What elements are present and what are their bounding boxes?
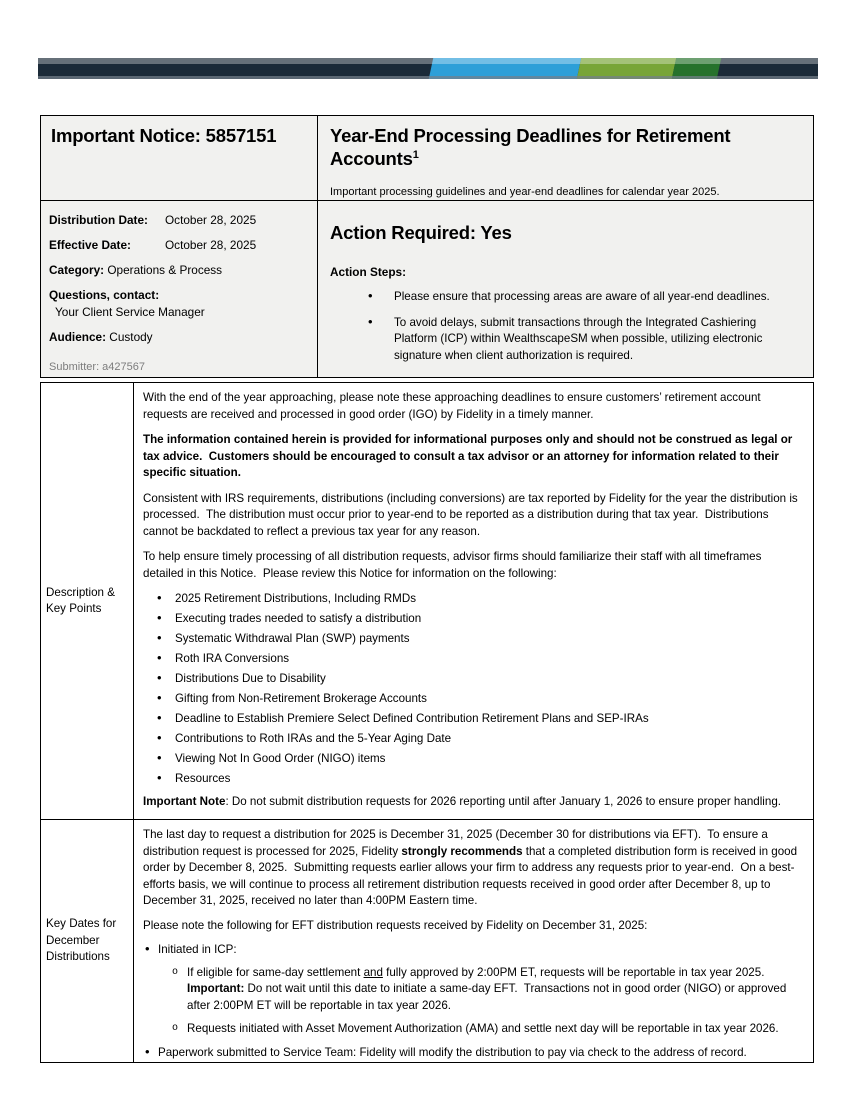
action-required-cell — [318, 201, 813, 377]
key-dates-paragraph: The last day to request a distribution for 2025 is December 31, 2025 (December 30 for distributions via EFT). To ensure a distribution request is processed for 2025, Fidelity strongly recommends that a completed distribution form is received in good order by December 8, 2025. Submitting requests earlier allows your firm to address any requests prior to year-end. On a best-efforts basis, we will continue to process all retirement distribution requests received in good order after December 8, up to December 31, 2025, received no later than 4:00PM Eastern time. — [143, 828, 801, 907]
description-paragraph: To help ensure timely processing of all distribution requests, advisor firms should familiarize their staff with all timeframes detailed in this Notice. Please review this Notice for information on the following: — [143, 550, 765, 580]
footnote-marker: 1 — [412, 149, 419, 162]
notice-id-cell — [41, 116, 318, 201]
meta-distribution-date: Distribution Date: October 28, 2025 — [49, 213, 257, 227]
brand-color-bar — [38, 58, 818, 79]
description-topics-list — [143, 591, 803, 788]
key-dates-paragraph: Please note the following for EFT distribution requests received by Fidelity on December 31, 2025: — [143, 918, 648, 932]
notice-subtitle: Important processing guidelines and year-end deadlines for calendar year 2025. — [330, 185, 720, 198]
bar-top-highlight — [38, 58, 818, 64]
icp-sub-item: o Requests initiated with Asset Movement Authorization (AMA) and settle next day will be reportable in tax year 2026. — [158, 1021, 803, 1038]
topic-item: • Executing trades needed to satisfy a distribution — [143, 611, 803, 628]
description-disclaimer-paragraph: The information contained herein is provided for informational purposes only and should not be construed as legal or tax advice. Customers should be encouraged to consult a tax advisor or an attorney for information related to their specific situation. — [143, 433, 796, 479]
key-dates-row-label: Key Dates for December Distributions — [46, 917, 117, 964]
key-dates-item-icp: • Initiated in ICP: o If eligible for same-day settlement and fully approved by 2:00PM ET, requests will be reportable in tax year 2025. Important: Do not wait until this date to initiate a same-day EFT. Transactions not in good order (NIGO) or approved after 2:00PM ET will be reportable in tax year 2026. o Requests initiated with Asset Movement Authorization (AMA) and settle next day will be reportable in tax year 2026. — [143, 942, 803, 1038]
notice-body-table — [40, 382, 814, 1063]
topic-item: • Roth IRA Conversions — [143, 651, 803, 668]
meta-audience: Audience: Custody — [49, 329, 153, 344]
topic-item: • Deadline to Establish Premiere Select Defined Contribution Retirement Plans and SEP-IRAs — [143, 711, 803, 728]
meta-category: Category: Operations & Process — [49, 263, 223, 277]
description-content-cell — [134, 383, 813, 820]
meta-submitter: Submitter: a427567 — [49, 361, 146, 373]
topic-item: • Contributions to Roth IRAs and the 5-Year Aging Date — [143, 731, 803, 748]
action-step-item: • To avoid delays, submit transactions through the Integrated Cashiering Platform (ICP) within WealthscapeSM when possible, utilizing electronic signature when client authorization is required. — [330, 315, 799, 365]
topic-item: • Resources — [143, 771, 803, 788]
notice-title-cell — [318, 116, 813, 201]
meta-questions-contact: Questions, contact: Your Client Service Manager — [49, 288, 205, 319]
meta-effective-date: Effective Date: October 28, 2025 — [49, 238, 257, 252]
description-row-label-cell — [41, 383, 134, 820]
topic-item: • Gifting from Non-Retirement Brokerage Accounts — [143, 691, 803, 708]
action-step-item: • Please ensure that processing areas are aware of all year-end deadlines. — [330, 289, 799, 306]
key-dates-list — [143, 942, 803, 1061]
topic-item: • Viewing Not In Good Order (NIGO) items — [143, 751, 803, 768]
notice-id: Important Notice: 5857151 — [51, 125, 277, 146]
bar-bottom-edge — [38, 76, 818, 79]
notice-title: Year-End Processing Deadlines for Retirement Accounts$^1$ — [330, 125, 731, 170]
description-row-label: Description & Key Points — [46, 585, 115, 615]
icp-sub-item: o If eligible for same-day settlement and fully approved by 2:00PM ET, requests will be reportable in tax year 2025. Important: Do not wait until this date to initiate a same-day EFT. Transactions not in good order (NIGO) or approved after 2:00PM ET will be reportable in tax year 2026. — [158, 965, 803, 1015]
topic-item: • Distributions Due to Disability — [143, 671, 803, 688]
key-dates-row-label-cell — [41, 820, 134, 1062]
key-dates-content-cell — [134, 820, 813, 1062]
topic-item: • Systematic Withdrawal Plan (SWP) payments — [143, 631, 803, 648]
description-paragraph: Consistent with IRS requirements, distributions (including conversions) are tax reported by Fidelity for the year the distribution is processed. The distribution must occur prior to year-end to be reported as a distribution during that tax year. Distributions cannot be backdated to reflect a previous tax year for any reason. — [143, 491, 801, 538]
topic-item: • 2025 Retirement Distributions, Including RMDs — [143, 591, 803, 608]
notice-header-table — [40, 115, 814, 378]
description-paragraph: With the end of the year approaching, please note these approaching deadlines to ensure customers’ retirement account requests are received and processed in good order (IGO) by Fidelity in a timely manner. — [143, 391, 764, 421]
key-dates-item-paperwork: • Paperwork submitted to Service Team: Fidelity will modify the distribution to pay via check to the address of record. — [143, 1045, 803, 1062]
important-note: Important Note: Do not submit distribution requests for 2026 reporting until after January 1, 2026 to ensure proper handling. — [143, 794, 781, 808]
action-required-title: Action Required: Yes — [330, 222, 512, 243]
action-steps-label: Action Steps: — [330, 265, 407, 280]
notice-meta-cell — [41, 201, 318, 377]
icp-sub-list — [158, 965, 803, 1038]
action-steps-list — [330, 289, 799, 364]
